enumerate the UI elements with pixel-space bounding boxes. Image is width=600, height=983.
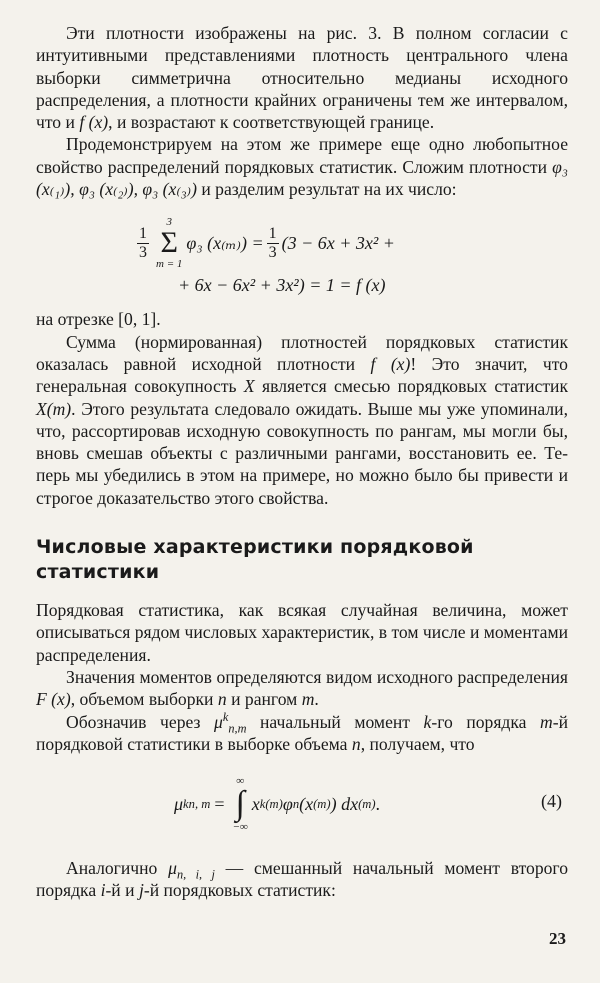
- page-number: 23: [549, 929, 566, 948]
- paragraph-1: Эти плотности изображены на рис. 3. В полном согласии с интуитивными представлениями плотность центрального члена выборки симметрична относительно медианы исходного распределения, а плотности крайних ограничены тем же интервалом, что и f (x), и возрастают к соответствующей границе.: [36, 23, 568, 133]
- integral-operator: ∞ ∫ −∞: [232, 775, 248, 834]
- formula-fx: f (x): [79, 112, 109, 133]
- page-content: [36, 22, 568, 902]
- sum-term: φ₃ (x₍ₘ₎) =: [186, 232, 264, 253]
- fraction-rhs: $\frac{1}{3}$: [268, 224, 277, 261]
- section-heading: Числовые характеристики порядковой статистики: [36, 536, 474, 584]
- paragraph-2: Продемонстрируем на этом же примере еще одно любопытное свойство распределений порядковых статистик. Сложим плотности φ₃ (x₍₁₎), φ₃ (x₍₂₎), φ₃ (x₍₃₎) и разделим результат на их число:: [36, 134, 569, 200]
- paragraph-4: Порядковая статистика, как всякая случайная величина, может описываться рядом числовых характеристик, в том числе и моментами распределения.: [36, 600, 569, 665]
- equation-rhs-line1: (3 − 6x + 3x² +: [281, 232, 395, 253]
- paragraph-7: Аналогично $\mu_{n, i, j}$ — смешанный начальный момент второго порядка i-й и j-й порядковых статистик:: [36, 858, 569, 901]
- equation-number: (4): [541, 791, 562, 812]
- paragraph-5: Значения моментов определяются видом исходного распределения F (x), объемом выборки n и рангом m.: [36, 666, 568, 710]
- mixed-moment-symbol: $\mu_{n, i, j}$: [168, 858, 215, 882]
- equation-sum: [36, 216, 568, 300]
- interval-note: на отрезке [0, 1].: [36, 309, 161, 330]
- paragraph-6: Обозначив через $\mu^k_{n,m}$ начальный момент k-го порядка m-й порядковой статистики в выборке объема n, получаем, что: [36, 709, 569, 754]
- sum-operator: 3 Σ m = 1: [156, 216, 183, 271]
- moment-symbol: $\mu^k_{n,m}$: [214, 709, 247, 736]
- formula-densities: φ₃ (x₍₁₎), φ₃ (x₍₂₎), φ₃ (x₍₃₎): [36, 156, 569, 200]
- paragraph-3: Сумма (нормированная) плотностей порядковых статистик оказалась равной исходной плотности f (x)! Это значит, что генеральная совокупность X является смесью порядковых статистик X(m). Этого результата следовало ожидать. Выше мы уже упоминали, что, рассортировав исходную совокупность по рангам, мы могли бы, вновь смешав объекты с различными рангами, восстановить ее. Теперь мы убедились в этом на примере, но можно было бы привести и строгое доказательство этого свойства.: [36, 331, 569, 508]
- equation-rhs-line2: + 6x − 6x² + 3x²) = 1 = f (x): [178, 274, 386, 295]
- fraction-one-third: $\frac{1}{3}$: [139, 224, 147, 261]
- equation-4: μ k n, m = ∞ ∫ −∞ x k (m) φ n (x (m) ) dx (m) . (4): [174, 775, 562, 834]
